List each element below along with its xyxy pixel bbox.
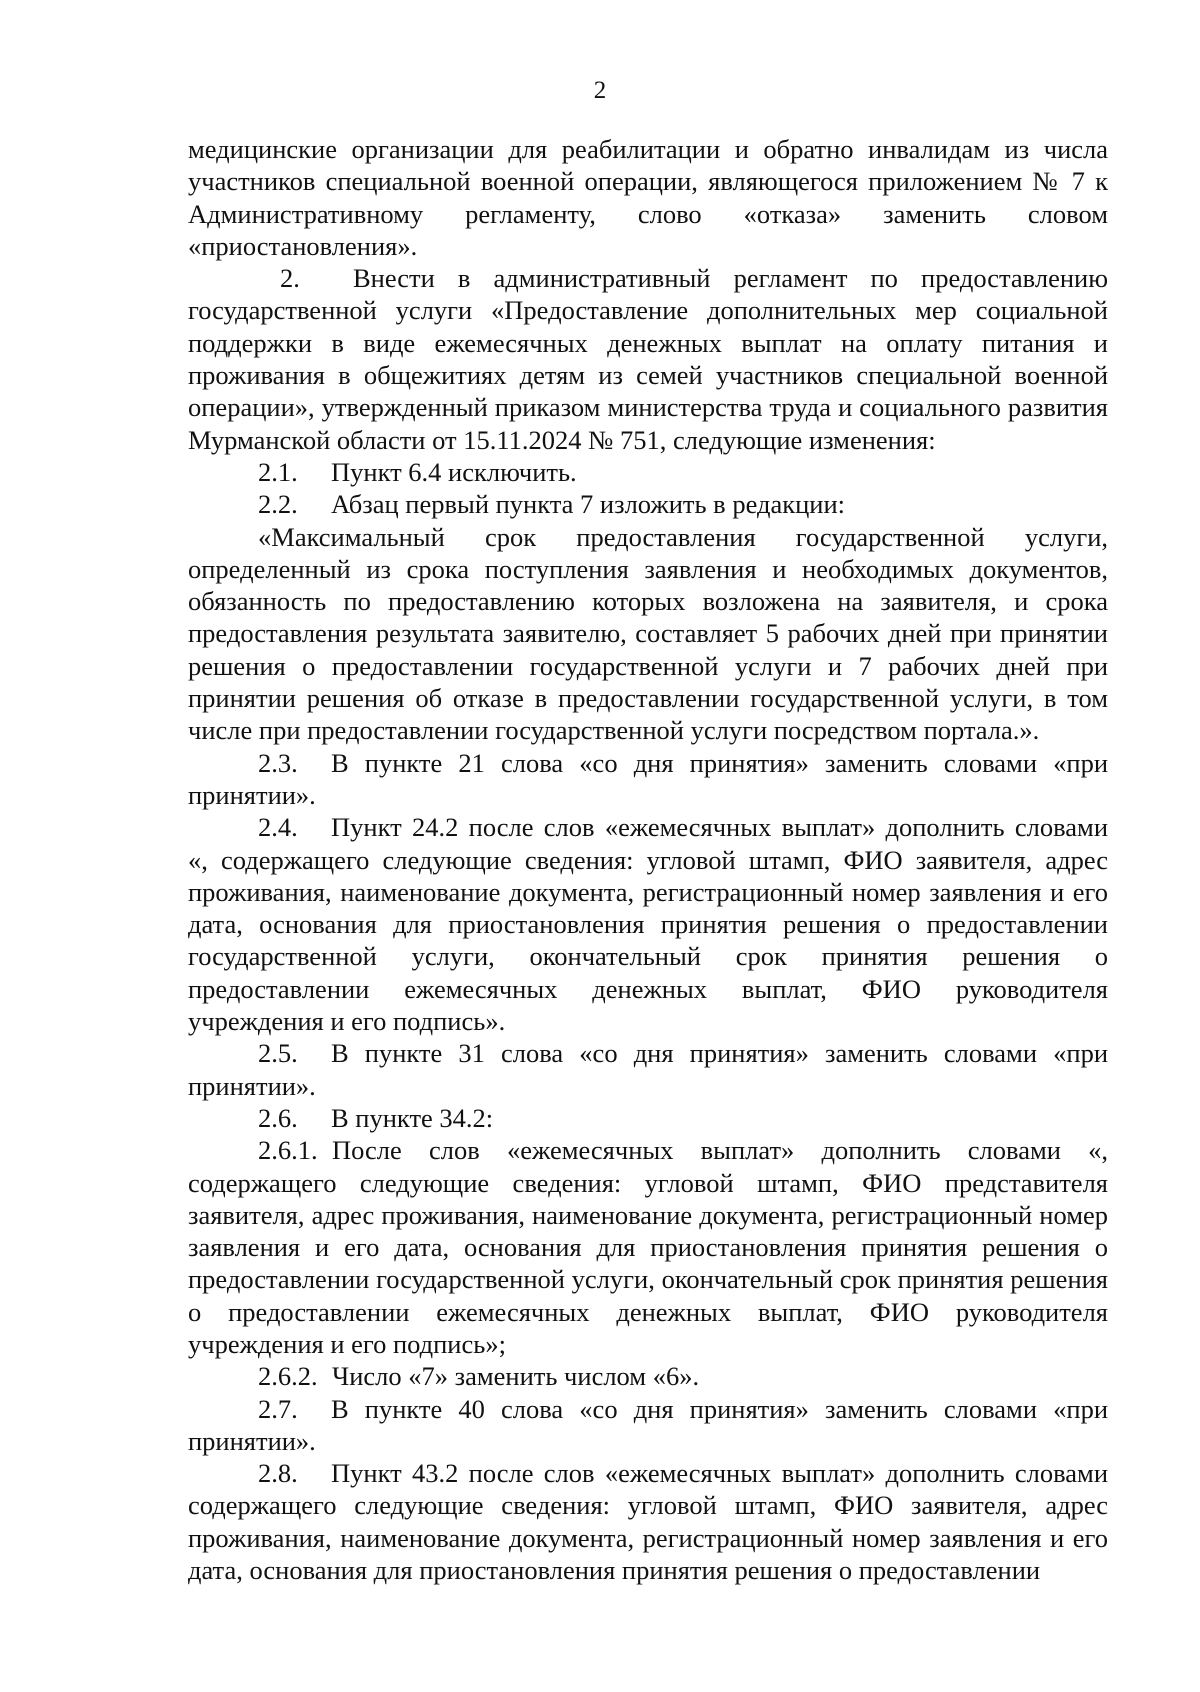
item-number: 2.3. [258, 747, 298, 778]
paragraph-item-2-2 [188, 488, 1108, 520]
paragraph-item-2-8 [188, 1457, 1108, 1586]
item-number: 2.5. [258, 1038, 298, 1069]
item-number: 2.4. [258, 812, 298, 843]
paragraph-text: В пункте 34.2: [331, 1102, 494, 1133]
item-number: 2.6.1. [258, 1135, 318, 1166]
paragraph-text: В пункте 31 слова «со дня принятия» заменить словами «при принятии». [188, 1038, 1108, 1101]
item-number: 2.6. [258, 1102, 298, 1133]
document-body [188, 133, 1108, 1586]
paragraph-text: В пункте 40 слова «со дня принятия» заменить словами «при принятии». [188, 1393, 1108, 1456]
paragraph-text: Пункт 43.2 после слов «ежемесячных выплат» дополнить словами содержащего следующие сведения: угловой штамп, ФИО заявителя, адрес проживания, наименование документа, регистрационный номер заявления и его дата, основания для приостановления принятия решения о предоставлении [188, 1458, 1108, 1586]
paragraph-item-2-3 [188, 747, 1108, 812]
paragraph-text: Пункт 24.2 после слов «ежемесячных выплат» дополнить словами «, содержащего следующие сведения: угловой штамп, ФИО заявителя, адрес проживания, наименование документа, регистрационный номер заявления и его дата, основания для приостановления принятия решения о предоставлении государственной услуги, окончательный срок принятия решения о предоставлении ежемесячных денежных выплат, ФИО руководителя учреждения и его подпись». [188, 812, 1108, 1037]
item-number: 2.8. [258, 1458, 298, 1489]
item-number: 2.6.2. [258, 1361, 318, 1392]
paragraph-text: Внести в административный регламент по предоставлению государственной услуги «Предоставление дополнительных мер социальной поддержки в виде ежемесячных денежных выплат на оплату питания и проживания в общежитиях детям из семей участников специальной военной операции», утвержденный приказом министерства труда и социального развития Мурманской области от 15.11.2024 № 751, следующие изменения: [188, 263, 1108, 455]
paragraph-text: Абзац первый пункта 7 изложить в редакции: [331, 489, 846, 520]
paragraph-item-2-5 [188, 1037, 1108, 1102]
paragraph-quote [188, 521, 1108, 747]
paragraph-item-2-6-1 [188, 1134, 1108, 1360]
paragraph-item-2-4 [188, 811, 1108, 1037]
paragraph-item-2-7 [188, 1393, 1108, 1458]
paragraph-item-2 [188, 262, 1108, 456]
paragraph-text: После слов «ежемесячных выплат» дополнить словами «, содержащего следующие сведения: угловой штамп, ФИО представителя заявителя, адрес проживания, наименование документа, регистрационный номер заявления и его дата, основания для приостановления принятия решения о предоставлении государственной услуги, окончательный срок принятия решения о предоставлении ежемесячных денежных выплат, ФИО руководителя учреждения и его подпись»; [188, 1135, 1108, 1359]
page-number: 2 [593, 77, 607, 104]
paragraph-item-2-6-2 [188, 1360, 1108, 1392]
paragraph-item-2-6 [188, 1102, 1108, 1134]
paragraph-text: медицинские организации для реабилитации и обратно инвалидам из числа участников специальной военной операции, являющегося приложением № 7 к Административному регламенту, слово «отказа» заменить словом «приостановления». [188, 134, 1108, 261]
paragraph-text: В пункте 21 слова «со дня принятия» заменить словами «при принятии». [188, 747, 1108, 810]
paragraph-text: Число «7» заменить числом «6». [332, 1361, 700, 1392]
paragraph-text: «Максимальный срок предоставления государственной услуги, определенный из срока поступления заявления и необходимых документов, обязанность по предоставлению которых возложена на заявителя, и срока предоставления результата заявителю, составляет 5 рабочих дней при принятии решения о предоставлении государственной услуги и 7 рабочих дней при принятии решения об отказе в предоставлении государственной услуги, в том числе при предоставлении государственной услуги посредством портала.». [188, 521, 1108, 746]
item-number: 2.7. [258, 1393, 298, 1424]
item-number: 2.1. [258, 456, 298, 487]
paragraph-text: Пункт 6.4 исключить. [331, 456, 577, 487]
item-number: 2. [280, 263, 300, 294]
paragraph-continuation [188, 133, 1108, 262]
paragraph-item-2-1 [188, 456, 1108, 488]
item-number: 2.2. [258, 489, 298, 520]
